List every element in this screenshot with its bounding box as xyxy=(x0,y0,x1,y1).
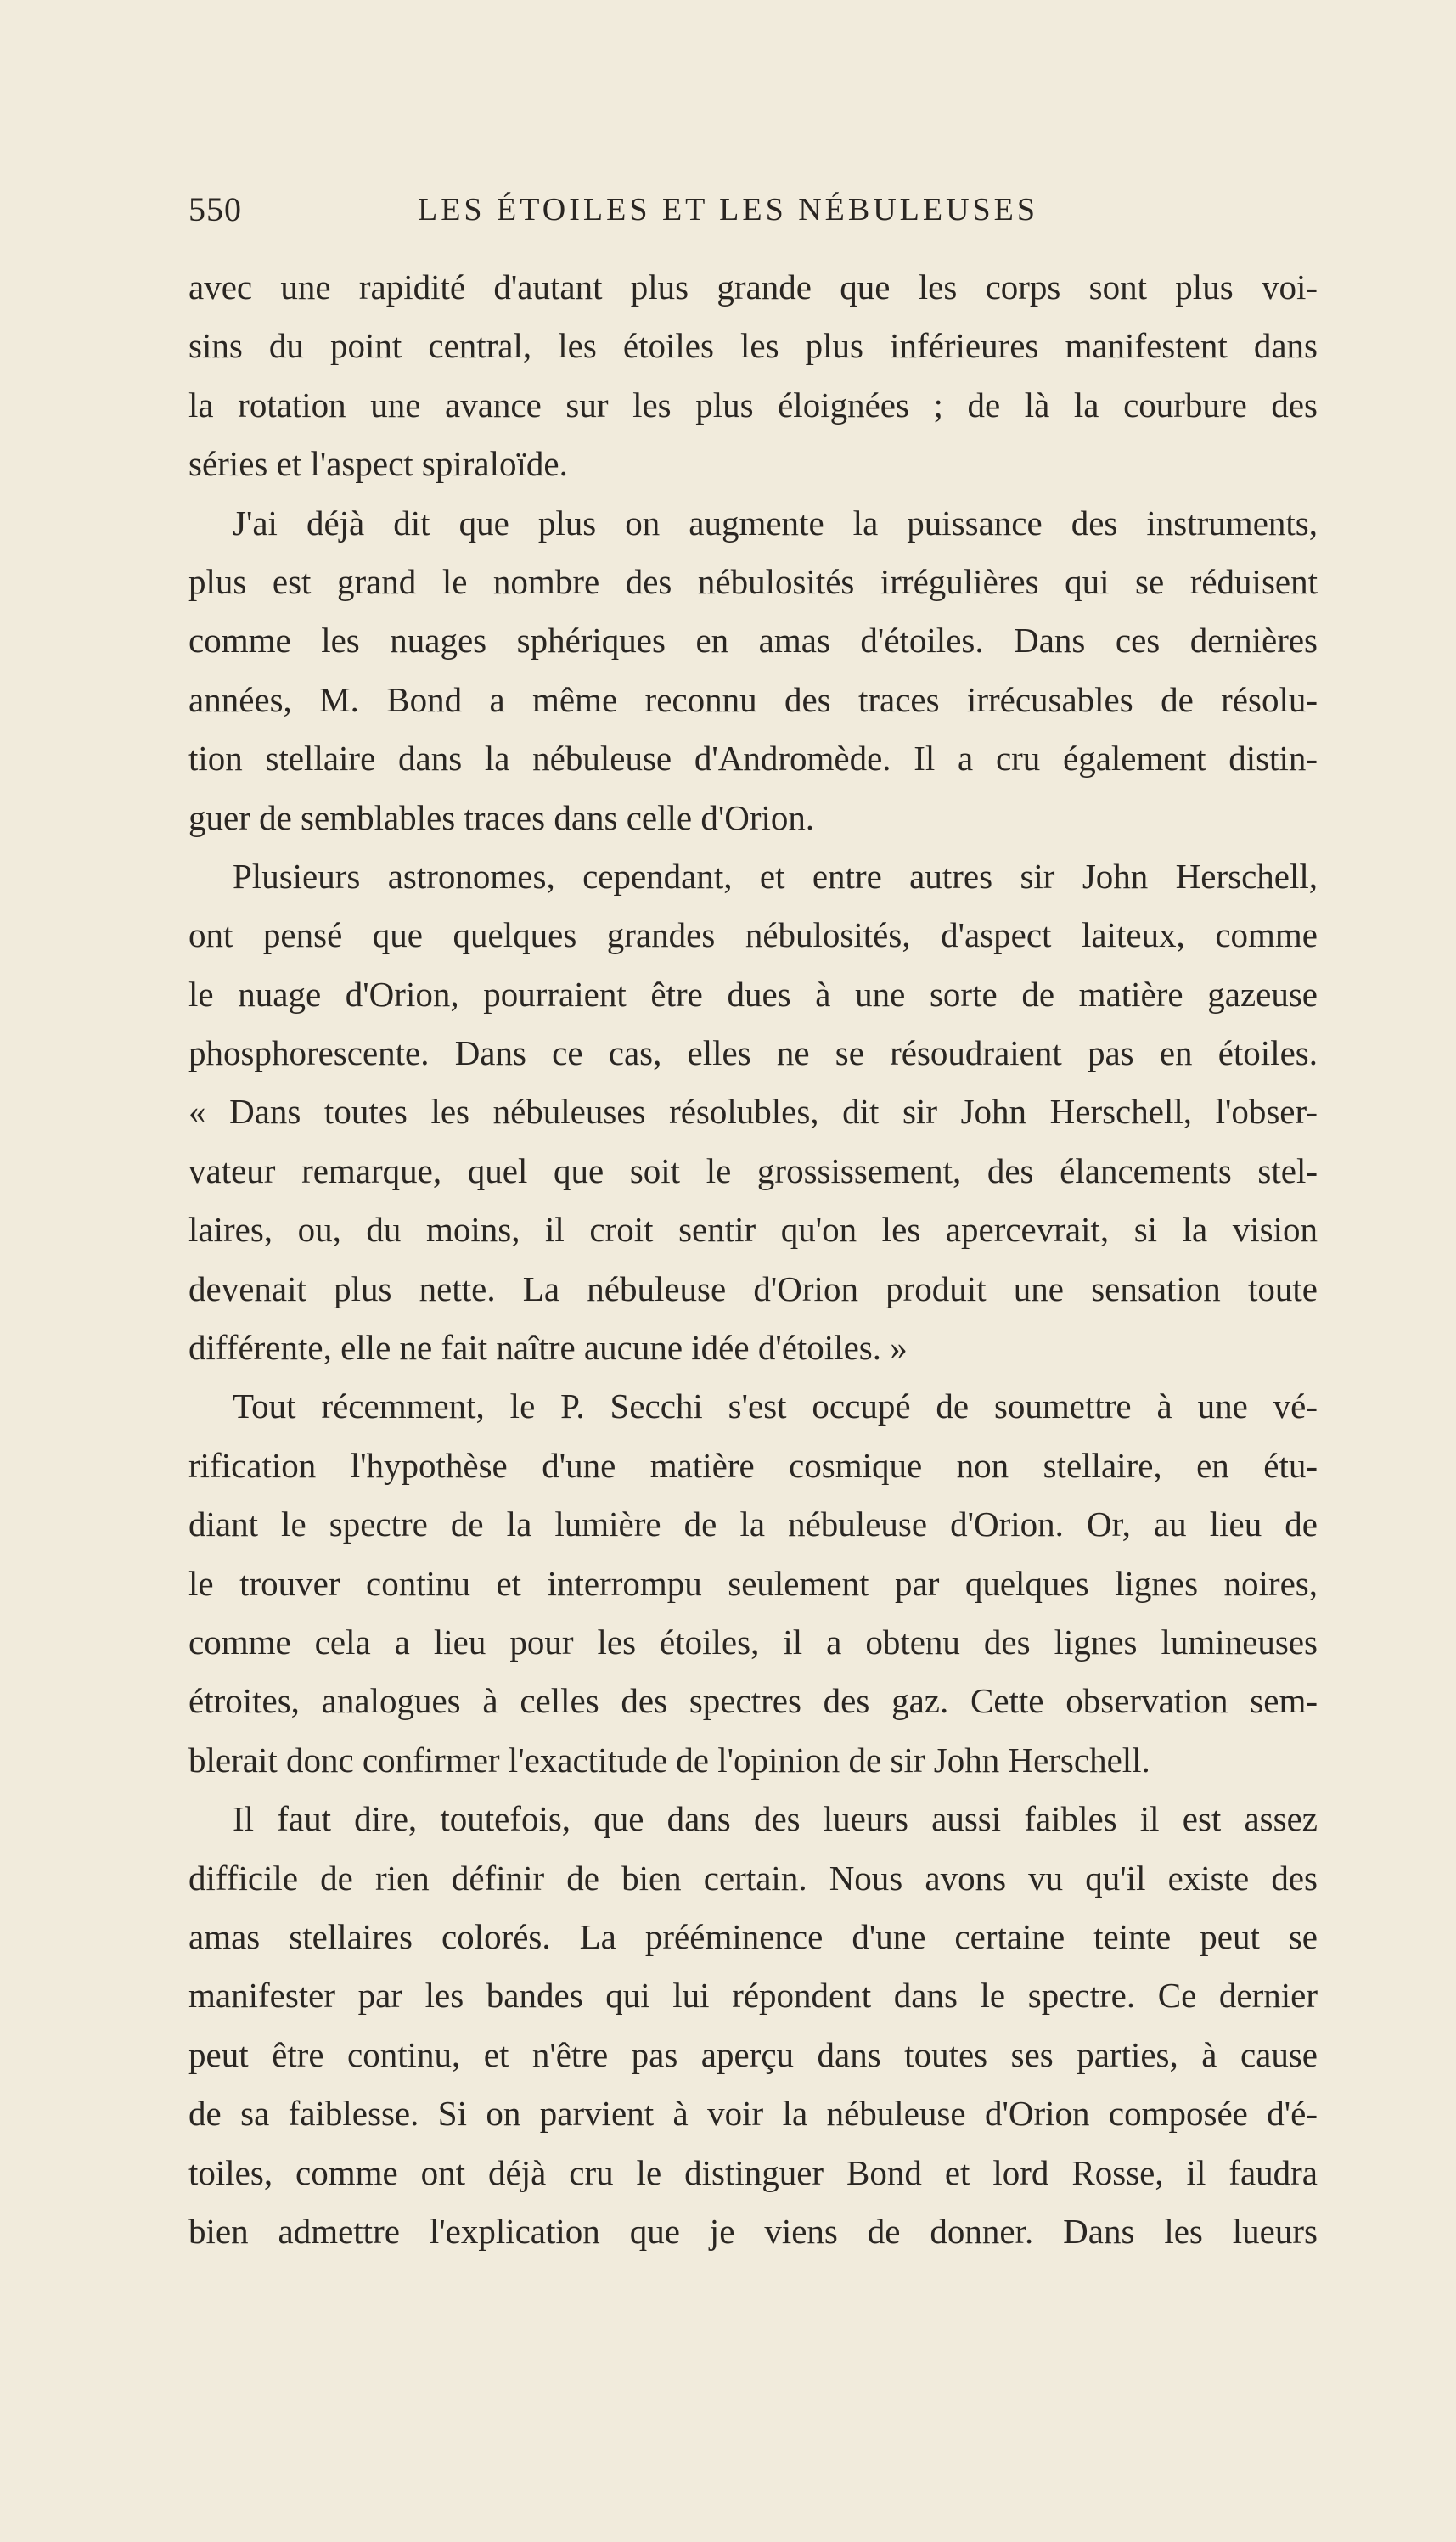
text-line: plus est grand le nombre des nébulosités irrégulières qui se réduisent xyxy=(188,561,1318,601)
text-line: tion stellaire dans la nébuleuse d'Andromède. Il a cru également distin- xyxy=(188,739,1318,779)
text-line: comme les nuages sphériques en amas d'étoiles. Dans ces dernières xyxy=(188,621,1318,661)
text-line: séries et l'aspect spiraloïde. xyxy=(188,444,568,484)
text-line: le trouver continu et interrompu seulement par quelques lignes noires, xyxy=(188,1563,1318,1603)
text-line: phosphorescente. Dans ce cas, elles ne se résoudraient pas en étoiles. xyxy=(188,1033,1318,1073)
text-line: étroites, analogues à celles des spectres des gaz. Cette observation sem- xyxy=(188,1681,1318,1721)
text-line: Il faut dire, toutefois, que dans des lueurs aussi faibles il est assez xyxy=(233,1799,1318,1839)
text-line: peut être continu, et n'être pas aperçu dans toutes ses parties, à cause xyxy=(188,2034,1318,2074)
text-line: le nuage d'Orion, pourraient être dues à une sorte de matière gazeuse xyxy=(188,974,1318,1014)
text-line: blerait donc confirmer l'exactitude de l'opinion de sir John Herschell. xyxy=(188,1740,1150,1780)
page-header xyxy=(188,188,1318,231)
running-head: LES ÉTOILES ET LES NÉBULEUSES xyxy=(418,192,1039,228)
text-line: ont pensé que quelques grandes nébulosités, d'aspect laiteux, comme xyxy=(188,915,1318,955)
text-line: guer de semblables traces dans celle d'Orion. xyxy=(188,797,815,837)
text-line: diant le spectre de la lumière de la nébuleuse d'Orion. Or, au lieu de xyxy=(188,1504,1318,1544)
page-number: 550 xyxy=(188,190,242,228)
text-line: bien admettre l'explication que je viens de donner. Dans les lueurs xyxy=(188,2211,1318,2251)
text-line: laires, ou, du moins, il croit sentir qu'on les apercevrait, si la vision xyxy=(188,1210,1318,1250)
text-line: « Dans toutes les nébuleuses résolubles, dit sir John Herschell, l'obser- xyxy=(188,1092,1318,1132)
text-line: amas stellaires colorés. La prééminence d'une certaine teinte peut se xyxy=(188,1916,1318,1956)
text-line: rification l'hypothèse d'une matière cosmique non stellaire, en étu- xyxy=(188,1445,1318,1485)
text-line: J'ai déjà dit que plus on augmente la puissance des instruments, xyxy=(233,503,1318,543)
text-line: manifester par les bandes qui lui répondent dans le spectre. Ce dernier xyxy=(188,1976,1318,2016)
body-text xyxy=(188,258,1318,2261)
text-line: de sa faiblesse. Si on parvient à voir la nébuleuse d'Orion composée d'é- xyxy=(188,2094,1318,2134)
text-line: années, M. Bond a même reconnu des traces irrécusables de résolu- xyxy=(188,679,1318,719)
text-line: Tout récemment, le P. Secchi s'est occupé de soumettre à une vé- xyxy=(233,1386,1318,1426)
text-line: sins du point central, les étoiles les plus inférieures manifestent dans xyxy=(188,326,1318,366)
text-line: devenait plus nette. La nébuleuse d'Orion produit une sensation toute xyxy=(188,1268,1318,1308)
text-line: la rotation une avance sur les plus éloignées ; de là la courbure des xyxy=(188,385,1318,425)
text-line: vateur remarque, quel que soit le grossissement, des élancements stel- xyxy=(188,1150,1318,1190)
text-line: Plusieurs astronomes, cependant, et entre autres sir John Herschell, xyxy=(233,856,1318,896)
text-line: comme cela a lieu pour les étoiles, il a obtenu des lignes lumineuses xyxy=(188,1622,1318,1662)
text-line: avec une rapidité d'autant plus grande que les corps sont plus voi- xyxy=(188,267,1318,307)
text-line: différente, elle ne fait naître aucune idée d'étoiles. » xyxy=(188,1328,908,1368)
text-line: toiles, comme ont déjà cru le distinguer Bond et lord Rosse, il faudra xyxy=(188,2152,1318,2192)
text-line: difficile de rien définir de bien certain. Nous avons vu qu'il existe des xyxy=(188,1858,1318,1898)
